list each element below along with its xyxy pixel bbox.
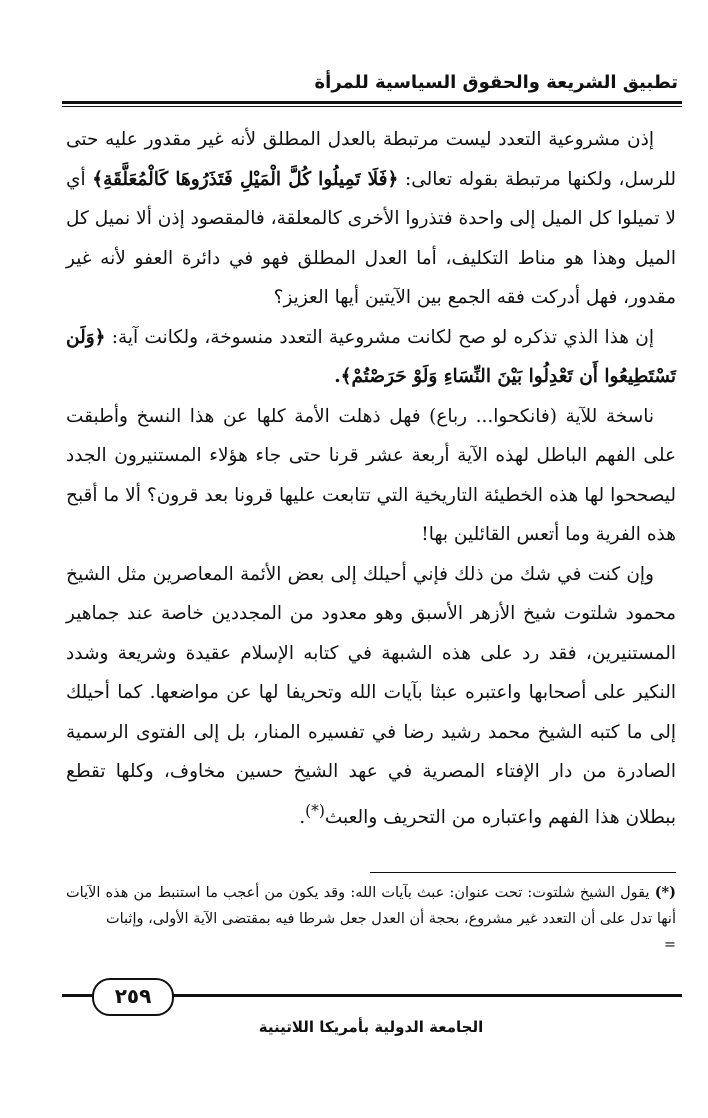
footnote-reference: (*) xyxy=(305,801,325,820)
quran-verse-1: ﴿فَلَا تَمِيلُوا كُلَّ الْمَيْلِ فَتَذَرُوهَا كَالْمُعَلَّقَةِ﴾ xyxy=(92,168,399,190)
footnote-continuation: = xyxy=(663,937,676,953)
paragraph-1: إذن مشروعية التعدد ليست مرتبطة بالعدل المطلق لأنه غير مقدور عليه حتى للرسل، ولكنها مرتبطة بقوله تعالى: ﴿فَلَا تَمِيلُوا كُلَّ الْمَيْلِ فَتَذَرُوهَا كَالْمُعَلَّقَةِ﴾ أي لا تميلوا كل الميل إلى واحدة فتذروا الأخرى كالمعلقة، فالمقصود إذن ألا نميل كل الميل وهذا هو مناط التكليف، أما العدل المطلق فهو في دائرة العفو لأنه غير مقدور، فهل أدركت فقه الجمع بين الآيتين أيها العزيز؟ xyxy=(66,129,676,308)
footnote-text: يقول الشيخ شلتوت: تحت عنوان: عبث بآيات الله: وقد يكون من أعجب ما استنبط من هذه الآيات أنها تدل على أن التعدد غير مشروع، بحجة أن العدل جعل شرطا فيه بمقتضى الآية الأولى، وإثبات xyxy=(66,885,676,927)
quran-verse-2: ﴿وَلَن تَسْتَطِيعُوا أَن تَعْدِلُوا بَيْنَ النِّسَاءِ وَلَوْ حَرَصْتُمْ﴾. xyxy=(66,326,676,387)
footnote-separator xyxy=(370,872,676,873)
header-rule-thin xyxy=(62,106,682,107)
header-rule xyxy=(62,101,682,104)
page-number: ٢٥٩ xyxy=(92,978,174,1016)
footer-institution: الجامعة الدولية بأمريكا اللاتينية xyxy=(258,1018,484,1036)
paragraph-4: وإن كنت في شك من ذلك فإني أحيلك إلى بعض الأئمة المعاصرين مثل الشيخ محمود شلتوت شيخ الأزهر الأسبق وهو معدود من المجددين خاصة عند جماهير المستنيرين، فقد رد على هذه الشبهة في كتابه الإسلام عقيدة وشريعة وشدد النكير على أصحابها واعتبره عبثا بآيات الله وتحريفا لها عن مواضعها. كما أحيلك إلى ما كتبه الشيخ محمد رشيد رضا في تفسيره المنار، بل إلى الفتوى الرسمية الصادرة من دار الإفتاء المصرية في عهد الشيخ حسين مخاوف، وكلها تقطع ببطلان هذا الفهم واعتباره من التحريف والعبث(*). xyxy=(66,563,676,828)
running-header: تطبيق الشريعة والحقوق السياسية للمرأة xyxy=(314,72,678,93)
footnote-mark: (*) xyxy=(654,884,676,901)
paragraph-3: ناسخة للآية (فانكحوا... رباع) فهل ذهلت الأمة كلها عن هذا النسخ وأطبقت على الفهم الباطل لهذه الآية أربعة عشر قرنا حتى جاء هؤلاء المستنيرون الجدد ليصححوا لها هذه الخطيئة التاريخية التي تتابعت عليها قرونا بعد قرون؟ ألا ما أقبح هذه الفرية وما أتعس القائلين بها! xyxy=(66,405,676,545)
body-text xyxy=(66,120,676,837)
footnote xyxy=(66,880,676,958)
paragraph-2: إن هذا الذي تذكره لو صح لكانت مشروعية التعدد منسوخة، ولكانت آية: ﴿وَلَن تَسْتَطِيعُوا أَن تَعْدِلُوا بَيْنَ النِّسَاءِ وَلَوْ حَرَصْتُمْ﴾. xyxy=(66,326,676,387)
